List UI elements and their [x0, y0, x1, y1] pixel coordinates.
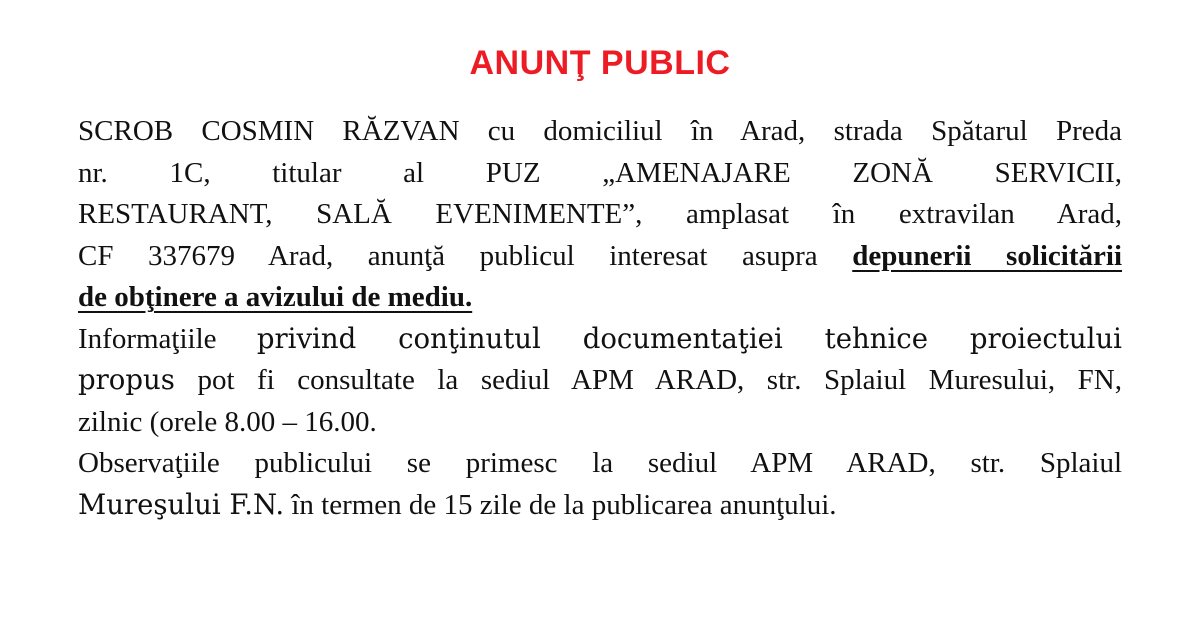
- text-line: [78, 402, 1122, 444]
- text-segment: RESTAURANT, SALĂ EVENIMENTE”, amplasat în extravilan Arad,: [78, 198, 1122, 230]
- text-line: [78, 485, 1122, 527]
- text-segment: Observaţiile publicului se primesc la sediul APM ARAD, str. Splaiul: [78, 447, 1122, 479]
- text-segment: depunerii solicitării: [852, 239, 1123, 272]
- text-segment: nr. 1C, titular al PUZ „AMENAJARE ZONĂ SERVICII,: [78, 156, 1122, 189]
- text-line: [78, 360, 1122, 402]
- text-line: [78, 277, 1122, 319]
- text-segment: zilnic (orele 8.00 – 16.00.: [78, 405, 377, 438]
- text-line: [78, 319, 1122, 361]
- text-line: [78, 236, 1122, 278]
- text-segment: CF 337679 Arad, anunţă publicul interesat asupra: [78, 239, 853, 272]
- text-line: [78, 153, 1122, 195]
- text-segment: SCROB COSMIN RĂZVAN cu domiciliul în Arad, strada Spătarul Preda: [78, 115, 1122, 147]
- text-segment: Informaţiile: [78, 322, 257, 355]
- text-segment: propus: [78, 364, 175, 396]
- text-segment: privind conţinutul documentaţiei tehnice proiectului: [256, 322, 1122, 355]
- text-line: [78, 111, 1122, 153]
- announcement-title: ANUNŢ PUBLIC: [469, 44, 731, 82]
- text-segment: în termen de 15 zile de la publicarea anunţului.: [284, 488, 837, 521]
- text-segment: pot fi consultate la sediul APM ARAD, str. Splaiul Muresului, FN,: [174, 364, 1122, 396]
- text-segment: de obţinere a avizului de mediu.: [78, 281, 473, 313]
- text-line: [78, 443, 1122, 485]
- text-line: [78, 194, 1122, 236]
- announcement-body: [78, 111, 1122, 526]
- text-segment: Mureşului F.N.: [78, 488, 285, 521]
